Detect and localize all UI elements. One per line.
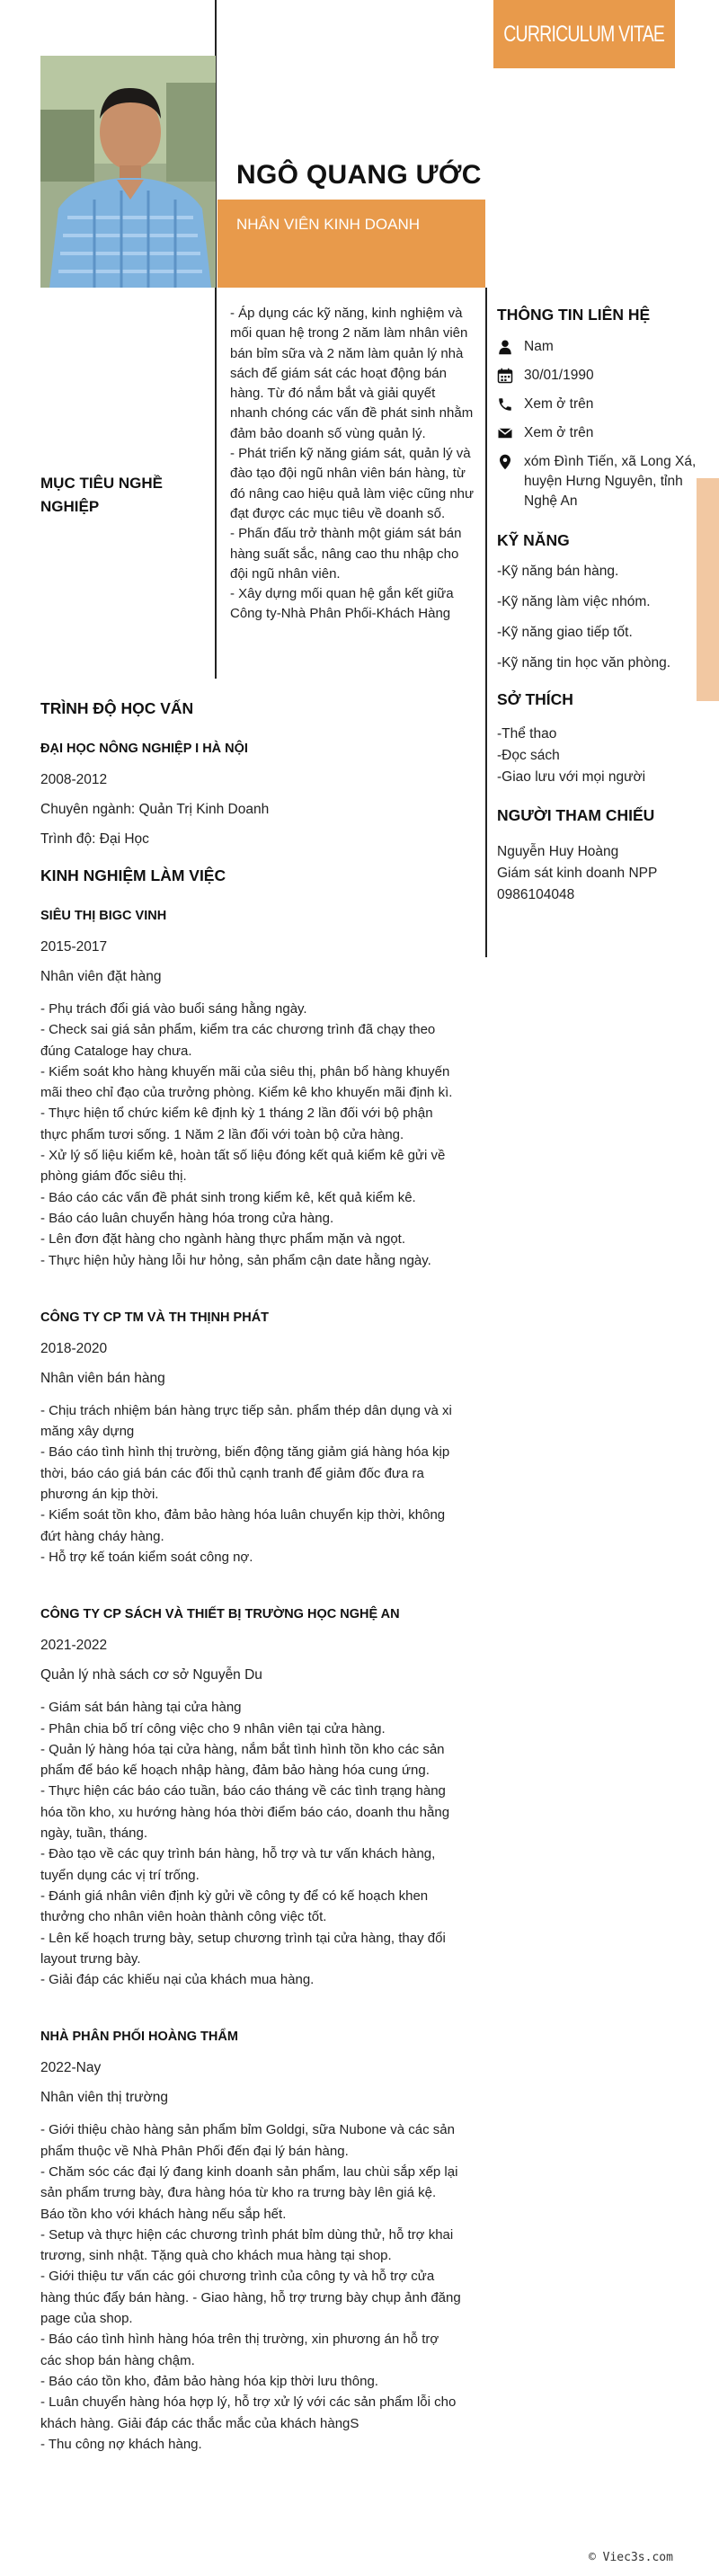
envelope-icon (497, 425, 513, 441)
phone-icon (497, 396, 513, 413)
duty-item: - Báo cáo luân chuyển hàng hóa trong cửa hàng. (40, 1210, 334, 1226)
job-period: 2018-2020 (40, 1340, 108, 1356)
job-company: NHÀ PHÂN PHỐI HOÀNG THẨM (40, 2030, 238, 2045)
contact-email-value: Xem ở trên (524, 425, 594, 440)
hobby-item: -Giao lưu với mọi người (497, 769, 646, 785)
objective-text (230, 304, 475, 625)
candidate-position (217, 200, 485, 288)
duty-item: - Thực hiện tổ chức kiểm kê định kỳ 1 tháng 2 lần đối với bộ phận thực phẩm tươi sống. 1 Năm 2 lần đối với toàn bộ cửa hàng. (40, 1106, 433, 1142)
job-company: CÔNG TY CP SÁCH VÀ THIẾT BỊ TRƯỜNG HỌC NGHỆ AN (40, 1607, 400, 1622)
map-pin-icon (497, 454, 513, 470)
cv-banner (493, 0, 675, 68)
hobbies-title: SỞ THÍCH (497, 690, 573, 708)
job-duties (40, 999, 463, 1271)
duty-item: - Quản lý hàng hóa tại cửa hàng, nắm bắt tình hình tồn kho các sản phẩm để báo kế hoạch nhập hàng, đảm bảo hàng hóa cung ứng. (40, 1741, 445, 1779)
duty-item: - Báo cáo các vấn đề phát sinh trong kiểm kê, kết quả kiểm kê. (40, 1189, 416, 1205)
duty-item: - Giới thiệu tư vấn các gói chương trình của công ty và hỗ trợ cửa hàng thúc đẩy bán hàng. - Giao hàng, hỗ trợ trưng bày chụp ảnh đăng page của shop. (40, 2269, 461, 2327)
duty-item: - Luân chuyển hàng hóa hợp lý, hỗ trợ xử lý với các sản phẩm lỗi cho khách hàng. Giải đáp các thắc mắc của khách hàngS (40, 2394, 457, 2431)
job-role: Nhân viên đặt hàng (40, 969, 162, 984)
candidate-name: NGÔ QUANG ƯỚC (236, 160, 482, 190)
job-role: Nhân viên thị trường (40, 2090, 169, 2106)
objective-title: MỤC TIÊU NGHỀ NGHIỆP (40, 475, 163, 515)
skill-item: -Kỹ năng làm việc nhóm. (497, 594, 651, 609)
duty-item: - Đánh giá nhân viên định kỳ gửi về công ty để có kế hoạch khen thưởng cho nhân viên hoàn thành công việc tốt. (40, 1888, 429, 1925)
job-entry (40, 2030, 463, 2455)
reference-title: NGƯỜI THAM CHIẾU (497, 806, 655, 824)
hobby-item: -Thể thao (497, 726, 557, 742)
duty-item: - Thực hiện các báo cáo tuần, báo cáo tháng về các tình trạng hàng hóa tồn kho, xu hướng hàng hóa thời điểm báo cáo, doanh thu hằng ngày, tuần, tháng. (40, 1783, 450, 1842)
contact-dob (497, 366, 699, 386)
main-column (40, 699, 463, 2455)
objective-line: - Phát triển kỹ năng giám sát, quản lý và đào tạo đội ngũ nhân viên bán hàng, từ đó nâng cao hiệu quả làm việc cũng như đạt được các mục tiêu về doanh số. (230, 446, 475, 521)
portrait-illustration (40, 56, 216, 288)
duty-item: - Check sai giá sản phẩm, kiểm tra các chương trình đã chạy theo đúng Cataloge hay chưa. (40, 1022, 436, 1059)
reference-phone: 0986104048 (497, 887, 575, 902)
education-period: 2008-2012 (40, 772, 108, 787)
duty-item: - Setup và thực hiện các chương trình phát bỉm dùng thử, hỗ trợ khai trương, sinh nhật. Tặng quà cho khách mua hàng tại shop. (40, 2226, 454, 2264)
job-entry (40, 909, 463, 1271)
job-entry (40, 1607, 463, 1990)
duty-item: - Báo cáo tình hình thị trường, biến động tăng giảm giá hàng hóa kịp thời, báo cáo giá bán các đối thủ cạnh tranh để giảm đốc đưa ra phương án kịp thời. (40, 1444, 450, 1503)
job-duties (40, 2119, 463, 2455)
contact-phone-value: Xem ở trên (524, 396, 594, 412)
duty-item: - Kiểm soát kho hàng khuyến mãi của siêu thị, phân bổ hàng khuyến mãi theo chỉ đạo của trưởng phòng. Kiểm kê kho khuyến mãi định kì. (40, 1063, 453, 1101)
duty-item: - Báo cáo tình hình hàng hóa trên thị trường, xin phương án hỗ trợ các shop bán hàng chậm. (40, 2332, 439, 2368)
cv-banner-text: CURRICULUM VITAE (503, 21, 665, 47)
education-school: ĐẠI HỌC NÔNG NGHIỆP I HÀ NỘI (40, 742, 248, 756)
contact-gender (497, 337, 699, 357)
duty-item: - Kiểm soát tồn kho, đảm bảo hàng hóa luân chuyển kịp thời, không đứt hàng cháy hàng. (40, 1507, 446, 1544)
job-period: 2021-2022 (40, 1638, 108, 1654)
duty-item: - Xử lý số liệu kiểm kê, hoàn tất số liệu đóng kết quả kiểm kê gửi về phòng giám đốc siêu thị. (40, 1148, 446, 1185)
job-period: 2015-2017 (40, 939, 108, 955)
divider-vertical-right (485, 288, 487, 957)
duty-item: - Đào tạo về các quy trình bán hàng, hỗ trợ và tư vấn khách hàng, tuyển dụng các vị trí trống. (40, 1846, 436, 1883)
objective-line: - Xây dựng mối quan hệ gắn kết giữa Công ty-Nhà Phân Phối-Khách Hàng (230, 586, 454, 622)
duty-item: - Báo cáo tồn kho, đảm bảo hàng hóa kịp thời lưu thông. (40, 2373, 378, 2389)
duty-item: - Thu công nợ khách hàng. (40, 2436, 202, 2452)
duty-item: - Thực hiện hủy hàng lỗi hư hỏng, sản phẩm cận date hằng ngày. (40, 1252, 431, 1268)
reference-role: Giám sát kinh doanh NPP (497, 866, 658, 881)
education-degree: Trình độ: Đại Học (40, 831, 149, 847)
education-major: Chuyên ngành: Quản Trị Kinh Doanh (40, 802, 270, 817)
job-period: 2022-Nay (40, 2060, 102, 2076)
job-duties (40, 1400, 463, 1568)
objective-line: - Áp dụng các kỹ năng, kinh nghiệm và mối quan hệ trong 2 năm làm nhân viên bán bỉm sữa và 2 năm làm quản lý nhà sách để giám sát các hoạt động bán hàng. Từ đó nắm bắt và giải quyết nhanh chóng các vấn đề phát sinh nhằm đảm bảo doanh số vùng quản lý. (230, 306, 474, 441)
contact-phone (497, 395, 699, 414)
duty-item: - Lên đơn đặt hàng cho ngành hàng thực phẩm mặn và ngọt. (40, 1231, 405, 1248)
objective-line: - Phấn đấu trở thành một giám sát bán hàng suất sắc, nâng cao thu nhập cho đội ngũ nhân viên. (230, 526, 462, 582)
skill-item: -Kỹ năng bán hàng. (497, 564, 619, 579)
skills-title: KỸ NĂNG (497, 531, 570, 549)
calendar-icon (497, 368, 513, 384)
reference-name: Nguyễn Huy Hoàng (497, 844, 619, 859)
duty-item: - Giải đáp các khiếu nại của khách mua hàng. (40, 1972, 315, 1988)
contact-address-value: xóm Đình Tiến, xã Long Xá, huyện Hưng Nguyên, tỉnh Nghệ An (524, 454, 697, 509)
job-entry (40, 1310, 463, 1568)
candidate-position-text: NHÂN VIÊN KINH DOANH (236, 216, 421, 233)
duty-item: - Chịu trách nhiệm bán hàng trực tiếp sản. phẩm thép dân dụng và xi măng xây dựng (40, 1402, 452, 1440)
watermark: © Viec3s.com (589, 2551, 673, 2564)
job-company: CÔNG TY CP TM VÀ TH THỊNH PHÁT (40, 1310, 270, 1325)
job-role: Quản lý nhà sách cơ sở Nguyễn Du (40, 1667, 262, 1683)
scroll-indicator (697, 478, 719, 701)
duty-item: - Phụ trách đổi giá vào buổi sáng hằng ngày. (40, 1001, 307, 1017)
duty-item: - Giám sát bán hàng tại cửa hàng (40, 1700, 242, 1716)
duty-item: - Giới thiệu chào hàng sản phẩm bỉm Goldgi, sữa Nubone và các sản phẩm thuộc về Nhà Phân Phối đến đại lý bán hàng. (40, 2122, 455, 2159)
skill-item: -Kỹ năng giao tiếp tốt. (497, 625, 633, 640)
contact-gender-value: Nam (524, 339, 554, 354)
contact-title: THÔNG TIN LIÊN HỆ (497, 306, 651, 324)
person-icon (497, 339, 513, 355)
job-duties (40, 1697, 463, 1990)
hobby-item: -Đọc sách (497, 748, 560, 763)
right-column (497, 306, 699, 906)
job-role: Nhân viên bán hàng (40, 1370, 165, 1386)
contact-address (497, 452, 699, 511)
experience-title: KINH NGHIỆM LÀM VIỆC (40, 866, 226, 884)
contact-dob-value: 30/01/1990 (524, 368, 594, 383)
contact-email (497, 423, 699, 443)
duty-item: - Phân chia bố trí công việc cho 9 nhân viên tại cửa hàng. (40, 1720, 386, 1737)
duty-item: - Lên kế hoạch trưng bày, setup chương trình tại cửa hàng, thay đổi layout trưng bày. (40, 1930, 446, 1967)
skill-item: -Kỹ năng tin học văn phòng. (497, 655, 671, 671)
duty-item: - Hỗ trợ kế toán kiểm soát công nợ. (40, 1549, 253, 1565)
job-company: SIÊU THỊ BIGC VINH (40, 909, 167, 923)
duty-item: - Chăm sóc các đại lý đang kinh doanh sản phẩm, lau chùi sắp xếp lại sản phẩm trưng bày, đưa hàng hóa từ kho ra trưng bày lên giá kệ. Báo tồn kho với khách hàng nếu sắp hết. (40, 2163, 458, 2222)
profile-photo (40, 56, 216, 288)
education-title: TRÌNH ĐỘ HỌC VẤN (40, 699, 194, 717)
